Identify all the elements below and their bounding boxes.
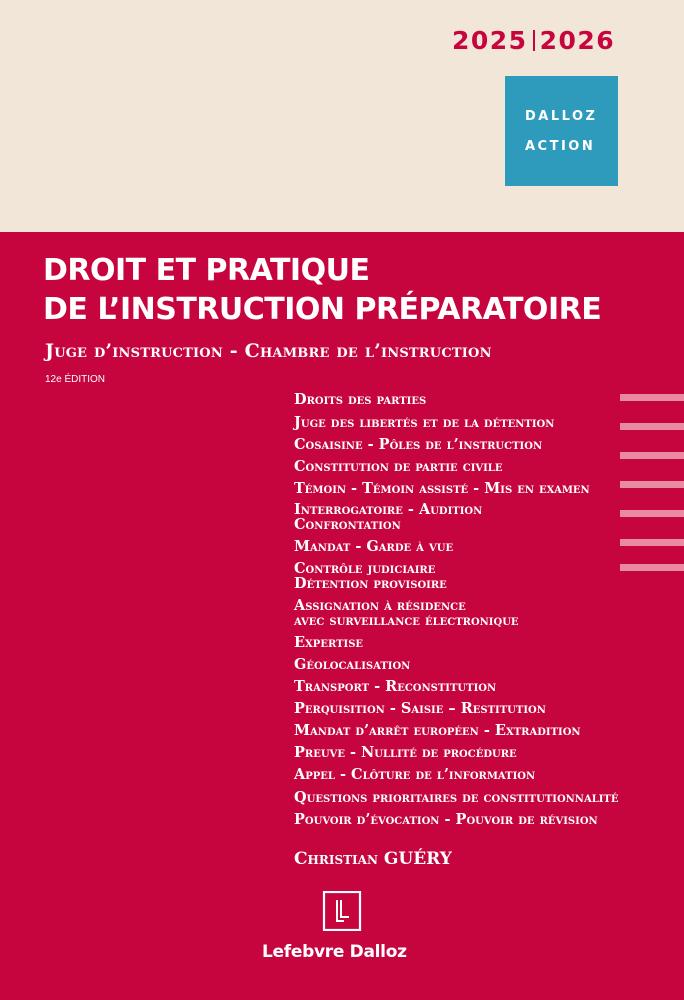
topic-item: Perquisition - Saisie – Restitution [294,700,546,717]
topic-item: Constitution de partie civile [294,458,503,475]
topic-item: Assignation à résidence [294,597,466,614]
topic-item: Détention provisoire [294,575,447,592]
collection-line-1: DALLOZ [525,109,598,124]
collection-badge [505,76,618,186]
topic-item: Droits des parties [294,391,427,408]
publisher-name: Lefebvre Dalloz [262,942,407,962]
stripe [620,481,684,488]
book-title [43,251,601,329]
topic-item: Mandat - Garde à vue [294,538,454,555]
topic-item: Questions prioritaires de constitutionnalité [294,789,619,806]
stripe [620,564,684,571]
topic-item: Preuve - Nullité de procédure [294,744,517,761]
stripe [620,452,684,459]
title-line-2: DE L’INSTRUCTION PRÉPARATOIRE [43,292,602,327]
topic-item: avec surveillance électronique [294,612,519,629]
title-line-1: DROIT ET PRATIQUE [43,253,370,288]
topic-item: Confrontation [294,516,401,533]
topic-item: Mandat d’arrêt européen - Extradition [294,722,581,739]
topic-item: Interrogatoire - Audition [294,501,483,518]
topic-item: Transport - Reconstitution [294,678,497,695]
topic-item: Appel - Clôture de l’information [294,766,536,783]
stripe [620,539,684,546]
year-end: 2026 [539,26,616,55]
topic-item: Pouvoir d’évocation - Pouvoir de révision [294,811,598,828]
edition-label: 12e ÉDITION [45,374,106,385]
stripe [620,510,684,517]
edition-years [452,26,615,55]
year-start: 2025 [452,26,528,55]
topic-item: Cosaisine - Pôles de l’instruction [294,436,543,453]
top-band [0,0,684,232]
topic-item: Expertise [294,634,364,651]
book-subtitle: Juge d’instruction - Chambre de l’instruction [45,340,492,362]
topic-item: Témoin - Témoin assisté - Mis en examen [294,480,590,497]
stripe [620,423,684,430]
topic-item: Juge des libertés et de la détention [294,414,555,431]
publisher-logo-icon [322,891,362,931]
topic-item: Géolocalisation [294,656,411,673]
collection-line-2: ACTION [525,139,596,154]
topic-item: Contrôle judiciaire [294,560,436,577]
author-name: Christian GUÉRY [294,849,452,869]
stripe [620,394,684,401]
year-separator [533,30,535,51]
